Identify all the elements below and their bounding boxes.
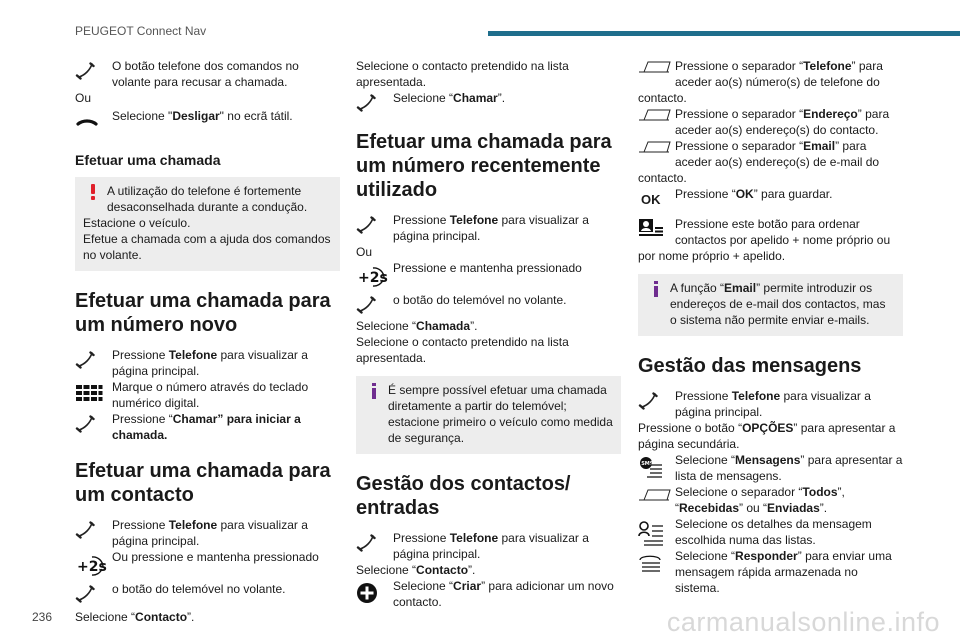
text-part: Selecione “	[356, 319, 417, 333]
text-bold: Todos	[802, 485, 838, 499]
step-tab-endereco	[638, 106, 903, 138]
text-bold: Telefone	[168, 518, 218, 532]
text-part: ” para aceder ao(s) endereço(s) do contacto.	[675, 107, 890, 137]
text-bold: Telefone	[449, 213, 499, 227]
phone-handset-icon	[356, 534, 386, 558]
step-dial-keypad	[75, 379, 340, 411]
running-header-title: PEUGEOT Connect Nav	[75, 24, 207, 38]
text-part: Selecione o separador “	[675, 485, 803, 499]
warning-text-3: Efetue a chamada com a ajuda dos comandos no volante.	[83, 232, 331, 262]
text-bold: Telefone	[449, 531, 499, 545]
step-press-telefone	[75, 517, 340, 549]
step-message-details	[638, 516, 903, 548]
step-text: Pressione e mantenha pressionado	[393, 261, 582, 275]
phone-handset-icon	[75, 62, 105, 86]
step-text: o botão do telemóvel no volante.	[393, 293, 567, 307]
text-part: para visualizar a página principal.	[112, 348, 308, 378]
text-bold: Email	[803, 139, 836, 153]
message-details-icon	[638, 520, 668, 544]
add-circle-icon	[356, 582, 386, 606]
text-bold: OK	[735, 187, 754, 201]
text-part: ” para apresentar a lista de mensagens.	[675, 453, 903, 483]
text-bold: Telefone	[803, 59, 852, 73]
ok-button-icon	[638, 192, 668, 216]
info-text: É sempre possível efetuar uma chamada diretamente a partir do telemóvel; estacione primeiro o veículo como medida de segurança.	[388, 383, 613, 445]
step-refuse-call	[75, 58, 340, 90]
step-select-chamar	[356, 90, 621, 106]
text-bold: Responder	[735, 549, 798, 563]
text-bold: Enviadas	[767, 501, 820, 515]
step-select-tab-messages	[638, 484, 903, 516]
text-part: Pressione “	[675, 187, 736, 201]
text-part: ”.	[497, 91, 506, 105]
text-part: Pressione o separador “	[675, 139, 804, 153]
text-part: ”.	[187, 610, 195, 624]
step-press-telefone	[75, 347, 340, 379]
step-press-chamar	[75, 411, 340, 443]
step-text: Selecione os detalhes da mensagem escolhida numa das listas.	[675, 517, 872, 547]
warning-exclamation-icon	[88, 184, 98, 200]
step-reply	[638, 548, 903, 596]
text-part: para visualizar a página principal.	[675, 389, 871, 419]
step-press-telefone	[638, 388, 903, 420]
text-part: A função “	[670, 281, 725, 295]
heading-make-call: Efetuar uma chamada	[75, 152, 221, 168]
text-part: ” para enviar uma mensagem rápida armazenada no sistema.	[675, 549, 892, 595]
text-part: Pressione	[112, 348, 169, 362]
text-part: ” para aceder ao(s) número(s) de telefone do contacto.	[638, 59, 883, 105]
step-steering-button	[75, 581, 340, 597]
step-tab-email	[638, 138, 903, 186]
text-bold: Contacto	[416, 563, 469, 577]
text-part: Pressione	[675, 389, 732, 403]
paragraph-select-contact: Selecione o contacto pretendido na lista apresentada.	[356, 335, 569, 365]
keypad-icon	[75, 383, 105, 407]
column-left	[75, 58, 340, 625]
paragraph-options	[638, 420, 903, 452]
watermark: carmanualsonline.info	[666, 607, 940, 637]
phone-handset-icon	[75, 521, 105, 545]
text-part: " no ecrã tátil.	[219, 109, 293, 123]
text-part: Pressione	[393, 213, 450, 227]
info-icon	[651, 281, 661, 297]
tab-icon	[638, 108, 675, 128]
text-part: ”.	[468, 563, 476, 577]
phone-handset-icon	[356, 94, 386, 118]
hang-up-icon	[75, 112, 105, 136]
text-part: Selecione “	[75, 610, 136, 624]
svg-text:+2s: +2s	[77, 559, 107, 575]
info-note	[356, 376, 621, 454]
step-steering-button	[356, 292, 621, 308]
info-note	[638, 274, 903, 336]
long-press-2s-icon	[356, 264, 386, 288]
or-text: Ou	[356, 245, 373, 259]
text-part: para visualizar a página principal.	[393, 531, 589, 561]
step-long-press	[356, 260, 621, 286]
text-bold: Chamar” para iniciar a chamada.	[112, 412, 301, 442]
svg-text:+2s: +2s	[358, 270, 388, 286]
phone-handset-icon	[75, 415, 105, 439]
text-part: ”.	[470, 319, 478, 333]
text-part: ” para apresentar a página secundária.	[638, 421, 896, 451]
step-text: O botão telefone dos comandos no volante para recusar a chamada.	[112, 59, 299, 89]
warning-text-2: Estacione o veículo.	[83, 216, 191, 230]
column-right	[638, 58, 903, 596]
info-icon	[369, 383, 379, 399]
text-part: Selecione “	[393, 579, 454, 593]
column-middle	[356, 58, 621, 610]
step-hang-up	[75, 108, 340, 124]
text-bold: Chamada	[416, 319, 471, 333]
text-bold: Chamar	[453, 91, 498, 105]
step-press-ok	[638, 186, 903, 207]
step-text: o botão do telemóvel no volante.	[112, 582, 286, 596]
step-tab-telefone	[638, 58, 903, 106]
tab-icon	[638, 140, 675, 160]
long-press-2s-icon	[75, 553, 105, 577]
text-part: ” permite introduzir os endereços de e-mail dos contactos, mas o sistema não permite enviar e-mails.	[670, 281, 886, 327]
step-long-press	[75, 549, 340, 575]
page-number: 236	[32, 610, 53, 624]
sms-label: SMS	[641, 461, 654, 467]
heading-call-contact: Efetuar uma chamada para um contacto	[75, 460, 331, 506]
warning-note	[75, 177, 340, 271]
text-bold: Telefone	[168, 348, 218, 362]
warning-text-1: A utilização do telefone é fortemente desaconselhada durante a condução.	[107, 184, 308, 214]
text-part: Pressione o separador “	[675, 59, 804, 73]
step-create-contact	[356, 578, 621, 610]
paragraph-select-chamada	[356, 318, 621, 334]
text-part: ” para aceder ao(s) endereço(s) de e-mail do contacto.	[638, 139, 880, 185]
heading-manage-messages: Gestão das mensagens	[638, 355, 862, 377]
text-bold: Mensagens	[735, 453, 801, 467]
text-bold: Telefone	[731, 389, 781, 403]
sort-contacts-icon	[638, 218, 675, 238]
text-part: ”, “	[675, 485, 845, 515]
text-bold: OPÇÕES	[742, 421, 794, 435]
phone-handset-icon	[75, 585, 105, 609]
phone-handset-icon	[75, 351, 105, 375]
text-bold: Desligar	[172, 109, 220, 123]
text-part: ” para adicionar um novo contacto.	[393, 579, 614, 609]
text-part: para visualizar a página principal.	[112, 518, 308, 548]
step-text: Marque o número através do teclado numérico digital.	[112, 380, 309, 410]
heading-recent-number: Efetuar uma chamada para um número recentemente utilizado	[356, 131, 612, 201]
phone-handset-icon	[356, 216, 386, 240]
text-part: Selecione “	[675, 549, 736, 563]
text-part: Selecione "	[112, 109, 173, 123]
text-bold: Endereço	[803, 107, 858, 121]
paragraph-select-contacto	[75, 609, 340, 625]
tab-icon	[638, 60, 675, 80]
text-part: ” ou “	[739, 501, 768, 515]
text-part: Selecione “	[356, 563, 417, 577]
header-accent-bar	[488, 31, 960, 36]
ok-label: OK	[641, 192, 661, 207]
sms-message-icon	[638, 456, 668, 480]
text-part: Pressione o botão “	[638, 421, 743, 435]
paragraph-select-contact: Selecione o contacto pretendido na lista apresentada.	[356, 59, 569, 89]
text-part: ”.	[819, 501, 828, 515]
step-text: Ou pressione e mantenha pressionado	[112, 550, 319, 564]
text-bold: Recebidas	[679, 501, 740, 515]
step-text: Pressione este botão para ordenar contactos por apelido + nome próprio ou por nome próprio + apelido.	[638, 217, 891, 263]
text-part: Pressione o separador “	[675, 107, 804, 121]
text-part: Selecione “	[675, 453, 736, 467]
paragraph-select-contacto	[356, 562, 621, 578]
text-bold: Criar	[453, 579, 482, 593]
step-sort-contacts	[638, 216, 903, 264]
text-bold: Email	[724, 281, 757, 295]
tab-icon	[638, 488, 668, 512]
text-part: ” para guardar.	[753, 187, 833, 201]
reply-message-icon	[638, 552, 668, 576]
phone-handset-icon	[638, 392, 668, 416]
or-text: Ou	[75, 91, 92, 105]
text-part: Pressione “	[112, 412, 173, 426]
heading-new-number: Efetuar uma chamada para um número novo	[75, 290, 331, 336]
step-select-mensagens	[638, 452, 903, 484]
step-press-telefone	[356, 530, 621, 562]
step-press-telefone	[356, 212, 621, 244]
text-bold: Contacto	[135, 610, 188, 624]
text-part: para visualizar a página principal.	[393, 213, 589, 243]
heading-manage-contacts: Gestão dos contactos/ entradas	[356, 473, 571, 519]
phone-handset-icon	[356, 296, 386, 320]
text-part: Pressione	[393, 531, 450, 545]
text-part: Pressione	[112, 518, 169, 532]
text-part: Selecione “	[393, 91, 454, 105]
